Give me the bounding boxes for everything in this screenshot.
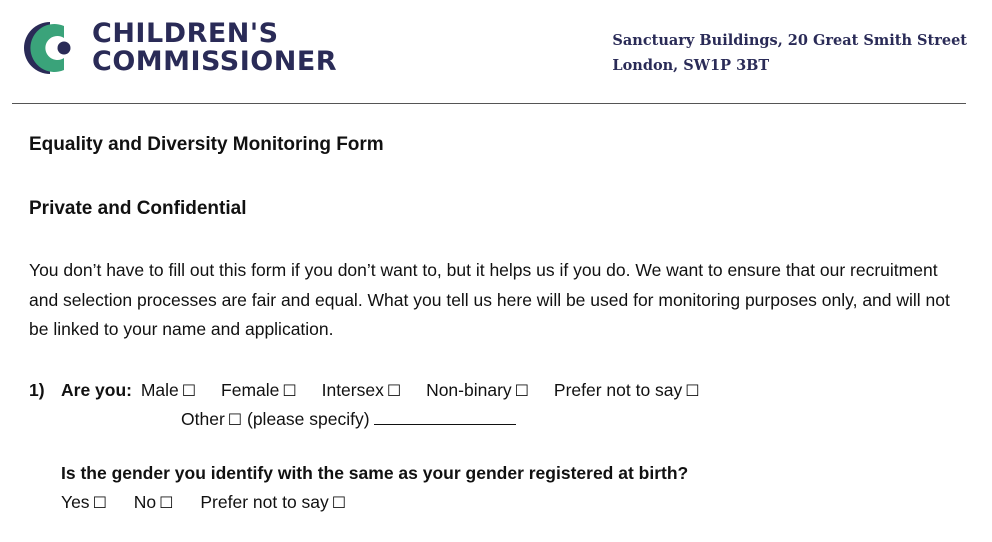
- option-other-label: Other: [181, 409, 225, 429]
- option-no[interactable]: [134, 492, 174, 513]
- option-label: Yes: [61, 492, 90, 512]
- form-subtitle: Private and Confidential: [29, 198, 247, 219]
- option-label: No: [133, 492, 157, 512]
- option-label: Non-binary: [426, 380, 512, 400]
- checkbox-icon[interactable]: ☐: [386, 381, 402, 400]
- option-male[interactable]: [141, 376, 196, 405]
- gender-other-row: [181, 405, 516, 434]
- gender-at-birth-options: [61, 492, 368, 513]
- checkbox-icon[interactable]: ☐: [514, 381, 530, 400]
- other-specify-field[interactable]: [374, 405, 516, 425]
- option-prefer-not-to-say[interactable]: [200, 492, 346, 513]
- question-number: 1): [29, 380, 45, 400]
- checkbox-icon[interactable]: ☐: [227, 410, 243, 429]
- intro-paragraph: You don’t have to fill out this form if you don’t want to, but it helps us if you do. We want to ensure that our recruitment and selection processes are fair and equal. What you tell us here will be used for monitoring purposes only, and will not be linked to your name and application.: [29, 260, 950, 339]
- checkbox-icon[interactable]: ☐: [331, 493, 347, 512]
- option-non-binary[interactable]: [426, 376, 529, 405]
- checkbox-icon[interactable]: ☐: [181, 381, 197, 400]
- option-intersex[interactable]: [322, 376, 402, 405]
- header-divider: [12, 103, 966, 104]
- option-label: Prefer not to say: [553, 380, 683, 400]
- childrens-commissioner-logo: [20, 18, 365, 80]
- option-female[interactable]: [221, 376, 297, 405]
- option-yes[interactable]: [61, 492, 107, 513]
- checkbox-icon[interactable]: ☐: [282, 381, 297, 400]
- question-label: Are you:: [61, 380, 132, 400]
- logo-line-1: CHILDREN'S: [92, 18, 279, 49]
- checkbox-icon[interactable]: ☐: [159, 493, 174, 512]
- address-block: [612, 28, 967, 78]
- option-label: Intersex: [321, 380, 384, 400]
- option-label: Female: [221, 380, 280, 400]
- logo-wordmark: [92, 20, 337, 76]
- logo-c-mark-icon: [20, 20, 82, 76]
- form-title: Equality and Diversity Monitoring Form: [29, 134, 384, 155]
- checkbox-icon[interactable]: ☐: [685, 381, 700, 400]
- gender-options-row: [61, 376, 720, 405]
- option-prefer-not-to-say[interactable]: [554, 376, 700, 405]
- address-line-2: London, SW1P 3BT: [612, 57, 770, 74]
- option-label: Prefer not to say: [200, 492, 329, 512]
- gender-at-birth-question: Is the gender you identify with the same as your gender registered at birth?: [61, 463, 689, 483]
- checkbox-icon[interactable]: ☐: [92, 493, 107, 512]
- option-label: Male: [140, 380, 179, 400]
- logo-line-2: COMMISSIONER: [92, 46, 338, 77]
- please-specify-label: (please specify): [247, 409, 370, 429]
- address-line-1: Sanctuary Buildings, 20 Great Smith Street: [612, 32, 967, 49]
- letterhead: [0, 0, 992, 105]
